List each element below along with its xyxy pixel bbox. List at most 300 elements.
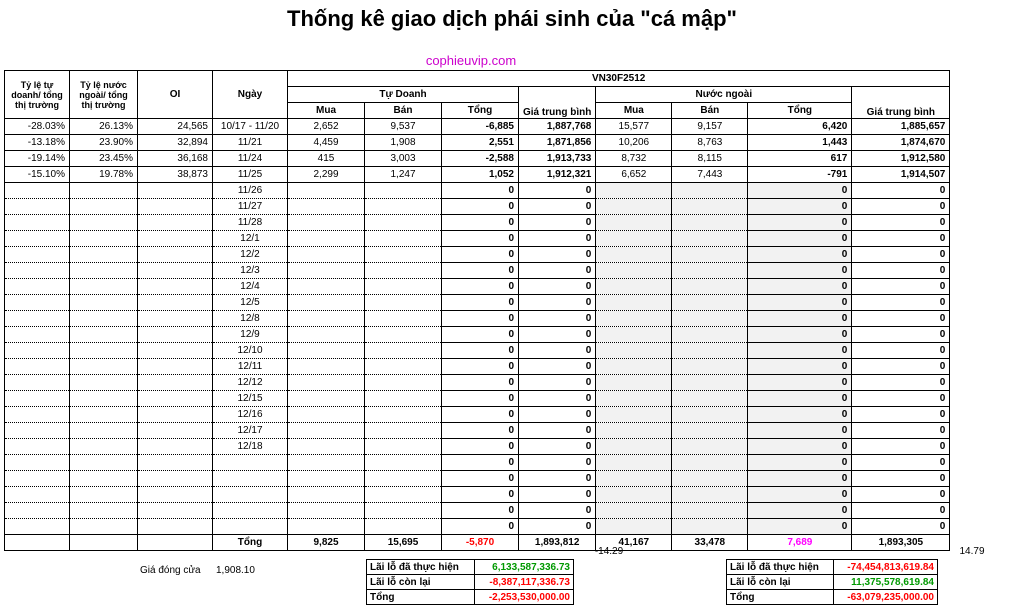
table-cell: 0	[748, 487, 852, 503]
table-cell: 1,908	[365, 135, 442, 151]
table-cell	[5, 471, 70, 487]
table-cell	[596, 183, 672, 199]
table-cell	[138, 343, 213, 359]
table-cell	[70, 519, 138, 535]
table-cell	[5, 183, 70, 199]
table-cell	[138, 295, 213, 311]
header-td: Tự Doanh	[288, 87, 519, 103]
table-cell: 6,420	[748, 119, 852, 135]
table-cell: 8,763	[672, 135, 748, 151]
table-cell	[672, 199, 748, 215]
table-cell: 15,577	[596, 119, 672, 135]
table-cell	[70, 423, 138, 439]
table-cell: 1,874,670	[852, 135, 950, 151]
table-cell	[288, 199, 365, 215]
table-cell: -28.03%	[5, 119, 70, 135]
table-cell	[672, 487, 748, 503]
table-cell	[138, 247, 213, 263]
table-cell: 0	[519, 183, 596, 199]
pl-row	[367, 575, 574, 590]
table-cell: 10/17 - 11/20	[213, 119, 288, 135]
total-row	[5, 535, 950, 551]
table-cell: 6,652	[596, 167, 672, 183]
table-row	[5, 487, 950, 503]
table-cell: 0	[852, 471, 950, 487]
table-cell: 11/27	[213, 199, 288, 215]
page-title: Thống kê giao dịch phái sinh của "cá mập"	[287, 6, 737, 31]
pl-label: Lãi lỗ còn lại	[727, 575, 834, 590]
table-cell	[138, 231, 213, 247]
table-cell: 0	[442, 455, 519, 471]
table-cell: 11/25	[213, 167, 288, 183]
table-cell: 32,894	[138, 135, 213, 151]
table-row	[5, 215, 950, 231]
table-cell	[596, 407, 672, 423]
table-cell	[365, 407, 442, 423]
table-cell: 23.90%	[70, 135, 138, 151]
table-cell	[365, 391, 442, 407]
table-cell	[672, 263, 748, 279]
table-cell	[288, 455, 365, 471]
table-cell: 11/21	[213, 135, 288, 151]
total-label: Tổng	[213, 535, 288, 551]
table-cell	[138, 391, 213, 407]
table-cell	[365, 487, 442, 503]
table-cell: 12/15	[213, 391, 288, 407]
table-cell: 1,913,733	[519, 151, 596, 167]
table-cell	[70, 503, 138, 519]
table-cell	[596, 423, 672, 439]
table-cell	[596, 503, 672, 519]
table-cell: 12/12	[213, 375, 288, 391]
table-cell: 0	[442, 295, 519, 311]
table-row	[5, 151, 950, 167]
table-cell: 0	[519, 439, 596, 455]
table-cell: 0	[442, 503, 519, 519]
table-cell: 1,912,321	[519, 167, 596, 183]
table-cell	[596, 231, 672, 247]
table-cell: 7,443	[672, 167, 748, 183]
table-cell: 0	[852, 263, 950, 279]
table-cell	[70, 263, 138, 279]
table-cell	[5, 359, 70, 375]
header-td-buy: Mua	[288, 103, 365, 119]
table-cell	[672, 455, 748, 471]
table-cell: 1,052	[442, 167, 519, 183]
table-cell: 0	[442, 263, 519, 279]
table-cell: 0	[748, 231, 852, 247]
table-cell	[5, 391, 70, 407]
table-cell: 0	[519, 359, 596, 375]
table-cell: 0	[748, 215, 852, 231]
table-cell	[365, 519, 442, 535]
table-cell	[213, 455, 288, 471]
table-cell: 0	[748, 295, 852, 311]
table-cell	[365, 215, 442, 231]
table-cell: 0	[748, 359, 852, 375]
table-cell: 0	[519, 247, 596, 263]
table-cell	[5, 215, 70, 231]
table-cell	[672, 183, 748, 199]
table-cell	[365, 439, 442, 455]
header-date: Ngày	[213, 71, 288, 119]
table-cell: 0	[852, 407, 950, 423]
table-cell: 0	[519, 407, 596, 423]
table-cell: 0	[519, 231, 596, 247]
table-cell: -19.14%	[5, 151, 70, 167]
table-cell	[288, 343, 365, 359]
table-cell: 0	[852, 519, 950, 535]
table-cell: 19.78%	[70, 167, 138, 183]
table-cell	[70, 487, 138, 503]
table-row	[5, 519, 950, 535]
table-row	[5, 343, 950, 359]
pl-row	[367, 590, 574, 605]
table-cell	[672, 503, 748, 519]
table-cell: 26.13%	[70, 119, 138, 135]
header-nn: Nước ngoài	[596, 87, 852, 103]
table-cell	[213, 471, 288, 487]
table-cell: 0	[519, 343, 596, 359]
table-cell: 0	[748, 471, 852, 487]
table-cell: -6,885	[442, 119, 519, 135]
table-cell	[70, 471, 138, 487]
table-cell: 617	[748, 151, 852, 167]
table-cell	[672, 295, 748, 311]
table-cell	[138, 279, 213, 295]
table-cell: 0	[519, 423, 596, 439]
table-cell	[596, 439, 672, 455]
table-cell	[70, 455, 138, 471]
table-cell	[672, 519, 748, 535]
table-cell: 0	[748, 407, 852, 423]
table-cell	[288, 183, 365, 199]
table-cell	[672, 359, 748, 375]
table-row	[5, 119, 950, 135]
total-cell: -5,870	[442, 535, 519, 551]
table-cell	[365, 279, 442, 295]
table-row	[5, 199, 950, 215]
table-cell	[288, 215, 365, 231]
table-cell: 0	[519, 311, 596, 327]
site-link[interactable]: cophieuvip.com	[425, 53, 517, 68]
table-cell: 0	[852, 343, 950, 359]
table-cell: 0	[442, 471, 519, 487]
total-cell: 7,689	[748, 535, 852, 551]
table-row	[5, 503, 950, 519]
table-cell: 11/26	[213, 183, 288, 199]
header-nn-sell: Bán	[672, 103, 748, 119]
table-cell: 0	[748, 423, 852, 439]
table-cell: 1,885,657	[852, 119, 950, 135]
table-cell: 0	[442, 359, 519, 375]
table-cell: 0	[519, 263, 596, 279]
table-cell	[672, 471, 748, 487]
pl-value: -74,454,813,619.84	[833, 560, 937, 575]
table-cell	[5, 231, 70, 247]
header-nn-buy: Mua	[596, 103, 672, 119]
table-cell	[365, 343, 442, 359]
pl-label: Lãi lỗ đã thực hiện	[367, 560, 475, 575]
table-cell	[365, 263, 442, 279]
table-cell: 0	[748, 439, 852, 455]
table-cell	[70, 407, 138, 423]
table-cell	[5, 503, 70, 519]
table-cell	[365, 455, 442, 471]
table-cell: 0	[519, 391, 596, 407]
table-cell	[672, 423, 748, 439]
table-cell: 0	[519, 503, 596, 519]
table-row	[5, 471, 950, 487]
table-cell	[365, 503, 442, 519]
table-cell: 0	[748, 375, 852, 391]
table-cell	[5, 279, 70, 295]
table-cell	[596, 471, 672, 487]
table-cell	[596, 487, 672, 503]
table-cell: 0	[442, 519, 519, 535]
table-cell	[672, 375, 748, 391]
table-cell: 0	[519, 199, 596, 215]
table-cell	[70, 327, 138, 343]
table-cell: 12/18	[213, 439, 288, 455]
total-cell: 33,478	[672, 535, 748, 551]
table-cell	[5, 407, 70, 423]
table-row	[5, 407, 950, 423]
table-row	[5, 359, 950, 375]
table-cell: 8,732	[596, 151, 672, 167]
header-nn-avg: Giá trung bình	[852, 87, 950, 119]
table-cell	[365, 183, 442, 199]
table-cell: 0	[748, 183, 852, 199]
table-cell	[365, 311, 442, 327]
table-cell	[596, 375, 672, 391]
table-cell	[138, 375, 213, 391]
table-cell	[288, 391, 365, 407]
table-cell	[365, 471, 442, 487]
table-cell	[5, 311, 70, 327]
table-cell	[288, 231, 365, 247]
header-ratio-td: Tỷ lệ tự doanh/ tổng thị trường	[5, 71, 70, 119]
table-cell: 9,537	[365, 119, 442, 135]
table-cell	[288, 295, 365, 311]
table-cell	[5, 247, 70, 263]
table-cell: 2,652	[288, 119, 365, 135]
table-cell: -13.18%	[5, 135, 70, 151]
table-cell: 36,168	[138, 151, 213, 167]
table-cell	[70, 439, 138, 455]
table-cell	[672, 391, 748, 407]
table-row	[5, 423, 950, 439]
table-cell	[672, 407, 748, 423]
table-cell	[288, 471, 365, 487]
table-cell	[365, 327, 442, 343]
table-cell	[70, 535, 138, 551]
table-cell	[5, 455, 70, 471]
table-cell: 415	[288, 151, 365, 167]
close-price-label: Giá đóng cửa	[140, 565, 201, 576]
table-cell: 8,115	[672, 151, 748, 167]
pl-label: Tổng	[727, 590, 834, 605]
table-row	[5, 231, 950, 247]
table-cell	[213, 503, 288, 519]
table-cell: 0	[748, 327, 852, 343]
header-td-sell: Bán	[365, 103, 442, 119]
header-oi: OI	[138, 71, 213, 119]
pl-row	[727, 575, 938, 590]
pl-value: 6,133,587,336.73	[474, 560, 573, 575]
table-cell: 2,551	[442, 135, 519, 151]
table-cell: 1,871,856	[519, 135, 596, 151]
table-cell	[138, 503, 213, 519]
table-cell: 0	[748, 263, 852, 279]
table-cell: 0	[442, 487, 519, 503]
table-cell: -2,588	[442, 151, 519, 167]
table-cell: 0	[519, 375, 596, 391]
table-cell	[5, 327, 70, 343]
table-cell	[138, 439, 213, 455]
table-cell	[288, 439, 365, 455]
table-cell	[5, 535, 70, 551]
table-cell	[138, 183, 213, 199]
nn-avg-diff: 14.79	[959, 546, 985, 557]
table-cell	[596, 263, 672, 279]
table-cell: 0	[519, 327, 596, 343]
table-cell	[138, 263, 213, 279]
table-cell	[288, 407, 365, 423]
table-cell	[138, 199, 213, 215]
table-cell: 0	[442, 327, 519, 343]
table-cell: 12/3	[213, 263, 288, 279]
table-row	[5, 279, 950, 295]
table-cell	[672, 215, 748, 231]
table-cell	[672, 311, 748, 327]
table-cell: 0	[442, 199, 519, 215]
table-cell: 0	[519, 295, 596, 311]
table-cell	[288, 423, 365, 439]
table-cell: 0	[519, 215, 596, 231]
table-cell	[5, 487, 70, 503]
table-cell: 24,565	[138, 119, 213, 135]
table-cell: 0	[748, 343, 852, 359]
table-row	[5, 295, 950, 311]
table-cell	[70, 199, 138, 215]
total-cell: 9,825	[288, 535, 365, 551]
table-cell: 1,247	[365, 167, 442, 183]
table-cell: 12/5	[213, 295, 288, 311]
td-avg-diff: -14.29	[594, 546, 624, 557]
table-cell: 0	[852, 455, 950, 471]
table-cell	[672, 343, 748, 359]
table-cell	[70, 295, 138, 311]
header-contract: VN30F2512	[288, 71, 950, 87]
table-cell: 9,157	[672, 119, 748, 135]
table-cell: 12/17	[213, 423, 288, 439]
table-row	[5, 375, 950, 391]
table-cell: 0	[748, 279, 852, 295]
table-cell: 0	[852, 295, 950, 311]
table-cell: 0	[442, 247, 519, 263]
table-cell	[288, 263, 365, 279]
table-cell	[70, 215, 138, 231]
table-cell	[5, 519, 70, 535]
pl-label: Lãi lỗ còn lại	[367, 575, 475, 590]
table-cell	[596, 247, 672, 263]
table-cell: 0	[442, 375, 519, 391]
table-cell: 0	[442, 231, 519, 247]
table-cell	[138, 487, 213, 503]
table-cell	[672, 279, 748, 295]
pl-row	[367, 560, 574, 575]
table-cell: 1,912,580	[852, 151, 950, 167]
table-cell: 12/10	[213, 343, 288, 359]
table-cell: 12/2	[213, 247, 288, 263]
table-cell: 0	[442, 391, 519, 407]
pl-table-td	[366, 559, 574, 605]
table-cell	[288, 327, 365, 343]
table-cell	[596, 455, 672, 471]
table-cell: 0	[442, 311, 519, 327]
table-row	[5, 135, 950, 151]
table-cell	[365, 231, 442, 247]
table-cell: 0	[442, 343, 519, 359]
table-cell: 1,914,507	[852, 167, 950, 183]
table-cell: -15.10%	[5, 167, 70, 183]
table-cell	[288, 247, 365, 263]
table-cell: 11/28	[213, 215, 288, 231]
table-cell: 0	[442, 279, 519, 295]
table-cell	[70, 279, 138, 295]
table-cell	[596, 215, 672, 231]
table-cell: 1,443	[748, 135, 852, 151]
table-cell: 0	[442, 215, 519, 231]
header-ratio-nn: Tỷ lệ nước ngoài/ tổng thị trường	[70, 71, 138, 119]
table-cell: 0	[748, 519, 852, 535]
table-cell	[70, 247, 138, 263]
total-cell: 1,893,812	[519, 535, 596, 551]
table-cell: 0	[852, 311, 950, 327]
table-cell: 0	[519, 279, 596, 295]
table-cell	[138, 311, 213, 327]
table-cell	[5, 375, 70, 391]
table-cell	[138, 327, 213, 343]
table-cell: 2,299	[288, 167, 365, 183]
table-cell: 12/9	[213, 327, 288, 343]
table-row	[5, 167, 950, 183]
table-row	[5, 311, 950, 327]
table-cell: 0	[442, 407, 519, 423]
table-row	[5, 247, 950, 263]
table-cell	[596, 279, 672, 295]
table-row	[5, 391, 950, 407]
table-cell	[5, 263, 70, 279]
pl-value: -2,253,530,000.00	[474, 590, 573, 605]
pl-label: Tổng	[367, 590, 475, 605]
table-cell	[365, 295, 442, 311]
table-cell	[5, 439, 70, 455]
table-cell	[138, 215, 213, 231]
table-cell	[288, 487, 365, 503]
table-cell: 12/8	[213, 311, 288, 327]
table-cell	[5, 295, 70, 311]
table-cell	[365, 247, 442, 263]
table-cell	[288, 359, 365, 375]
table-cell: 0	[852, 215, 950, 231]
table-cell	[288, 311, 365, 327]
table-cell: 0	[852, 423, 950, 439]
table-cell	[365, 423, 442, 439]
table-cell: 0	[748, 311, 852, 327]
table-cell	[138, 471, 213, 487]
